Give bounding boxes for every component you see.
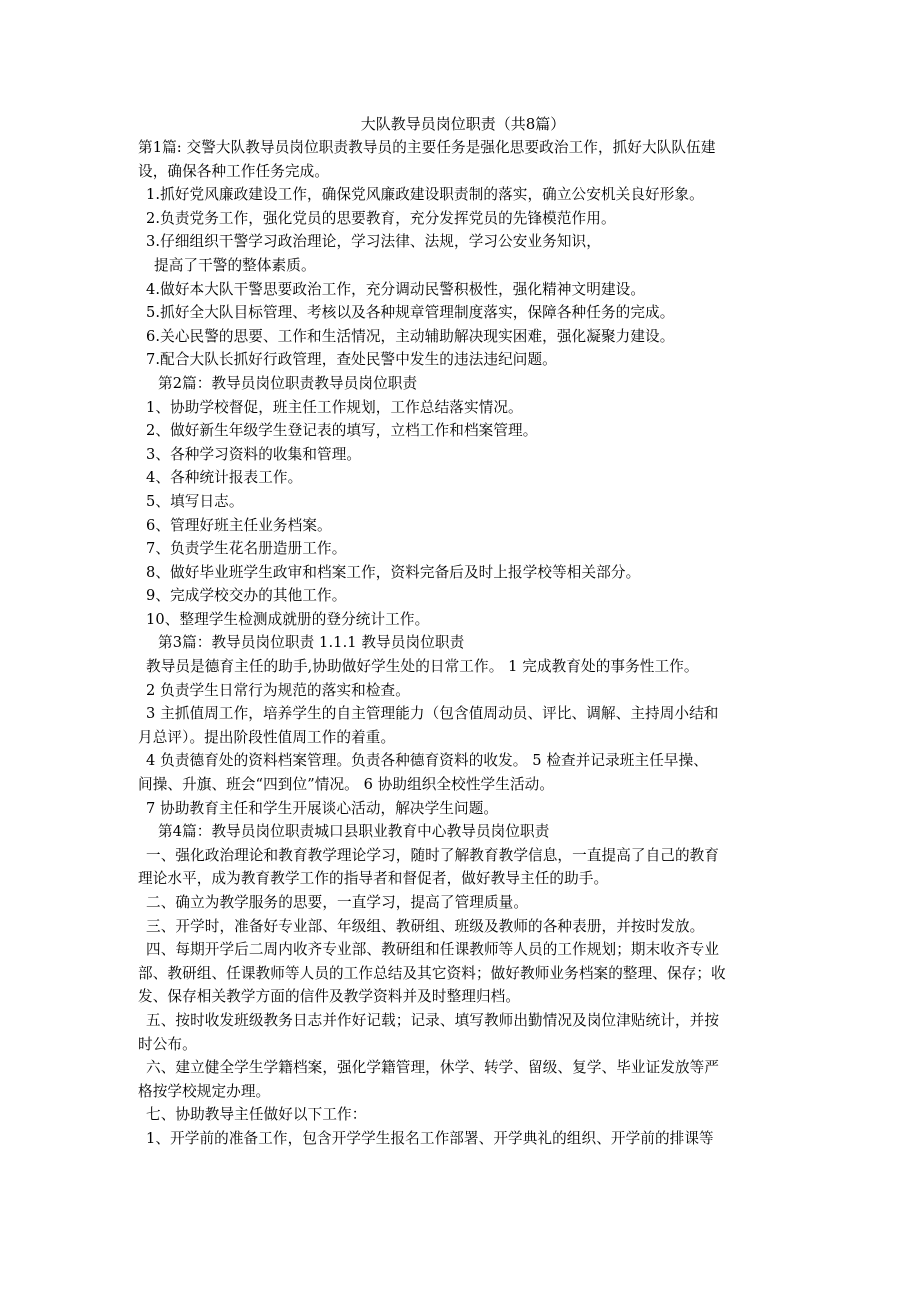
text-line: 第1篇: 交警大队教导员岗位职责教导员的主要任务是强化思要政治工作，抓好大队队伍建: [138, 139, 716, 156]
text-line: 6.关心民警的思要、工作和生活情况，主动辅助解决现实困难，强化凝聚力建设。: [146, 327, 675, 345]
text-line: 5、填写日志。: [146, 492, 244, 510]
text-line: 三、开学时，准备好专业部、年级组、教研组、班级及教师的各种表册，并按时发放。: [146, 917, 705, 935]
text-line: 教导员是德育主任的助手,协助做好学生处的日常工作。 1 完成教育处的事务性工作。: [146, 658, 699, 676]
text-line: 间操、升旗、班会“四到位”情况。 6 协助组织全校性学生活动。: [138, 776, 555, 794]
document-title: 大队教导员岗位职责（共8篇）: [360, 115, 566, 133]
text-line: 3 主抓值周工作，培养学生的自主管理能力（包含值周动员、评比、调解、主持周小结和: [146, 705, 719, 723]
text-line: 9、完成学校交办的其他工作。: [146, 587, 347, 605]
text-line: 4 负责德育处的资料档案管理。负责各种德育资料的收发。 5 检查并记录班主任早操、: [146, 752, 708, 770]
text-line: 一、强化政治理论和教育教学理论学习，随时了解教育教学信息，一直提高了自己的教育: [146, 846, 720, 864]
text-line: 设，确保各种工作任务完成。: [138, 162, 330, 180]
text-line: 第4篇：教导员岗位职责城口县职业教育中心教导员岗位职责: [158, 823, 550, 841]
text-line: 2、做好新生年级学生登记表的填写，立档工作和档案管理。: [146, 422, 538, 440]
text-line: 月总评）。提出阶段性值周工作的着重。: [138, 728, 396, 746]
text-line: 7 协助教育主任和学生开展谈心活动，解决学生问题。: [146, 799, 499, 817]
text-line: 七、协助教导主任做好以下工作：: [146, 1106, 367, 1124]
text-line: 第2篇：教导员岗位职责教导员岗位职责: [158, 374, 418, 392]
text-line: 1.抓好党风廉政建设工作，确保党风廉政建设职责制的落实，确立公安机关良好形象。: [146, 186, 704, 204]
text-line: 8、做好毕业班学生政审和档案工作，资料完备后及时上报学校等相关部分。: [146, 563, 641, 581]
text-line: 3.仔细组织干警学习政治理论，学习法律、法规，学习公安业务知识，: [146, 233, 601, 251]
text-line: 发、保存相关教学方面的信件及教学资料并及时整理归档。: [138, 988, 521, 1006]
text-line: 6、管理好班主任业务档案。: [146, 516, 332, 534]
text-line: 五、按时收发班级教务日志并作好记载；记录、填写教师出勤情况及岗位津贴统计，并按: [146, 1011, 720, 1029]
document-page: [138, 112, 788, 1151]
text-line: 3、各种学习资料的收集和管理。: [146, 445, 362, 463]
text-line: 7、负责学生花名册造册工作。: [146, 540, 347, 558]
text-line: 时公布。: [138, 1035, 197, 1053]
text-line: 4.做好本大队干警思要政治工作，充分调动民警积极性，强化精神文明建设。: [146, 280, 646, 298]
text-line: 第3篇：教导员岗位职责 1.1.1 教导员岗位职责: [158, 634, 465, 652]
document-body: [138, 136, 788, 1151]
text-line: 2 负责学生日常行为规范的落实和检查。: [146, 681, 410, 699]
text-line: 提高了干警的整体素质。: [154, 256, 316, 274]
text-line: 六、建立健全学生学籍档案，强化学籍管理，休学、转学、留级、复学、毕业证发放等严: [146, 1059, 720, 1077]
text-line: 二、确立为教学服务的思要，一直学习，提高了管理质量。: [146, 894, 529, 911]
text-line: 10、整理学生检测成就册的登分统计工作。: [146, 610, 430, 628]
text-line: 7.配合大队长抓好行政管理，查处民警中发生的违法违纪问题。: [146, 351, 557, 369]
text-line: 四、每期开学后二周内收齐专业部、教研组和任课教师等人员的工作规划；期末收齐专业: [146, 941, 720, 959]
text-line: 理论水平，成为教育教学工作的指导者和督促者，做好教导主任的助手。: [138, 870, 609, 888]
text-line: 部、教研组、任课教师等人员的工作总结及其它资料；做好教师业务档案的整理、保存；收: [138, 964, 726, 982]
text-line: 1、协助学校督促，班主任工作规划，工作总结落实情况。: [146, 398, 523, 416]
text-line: 2.负责党务工作，强化党员的思要教育，充分发挥党员的先锋模范作用。: [146, 209, 616, 227]
text-line: 格按学校规定办理。: [138, 1082, 271, 1100]
text-line: 5.抓好全大队目标管理、考核以及各种规章管理制度落实，保障各种任务的完成。: [146, 304, 675, 322]
text-line: 1、开学前的准备工作，包含开学学生报名工作部署、开学典礼的组织、开学前的排课等: [146, 1129, 714, 1147]
text-line: 4、各种统计报表工作。: [146, 469, 303, 487]
